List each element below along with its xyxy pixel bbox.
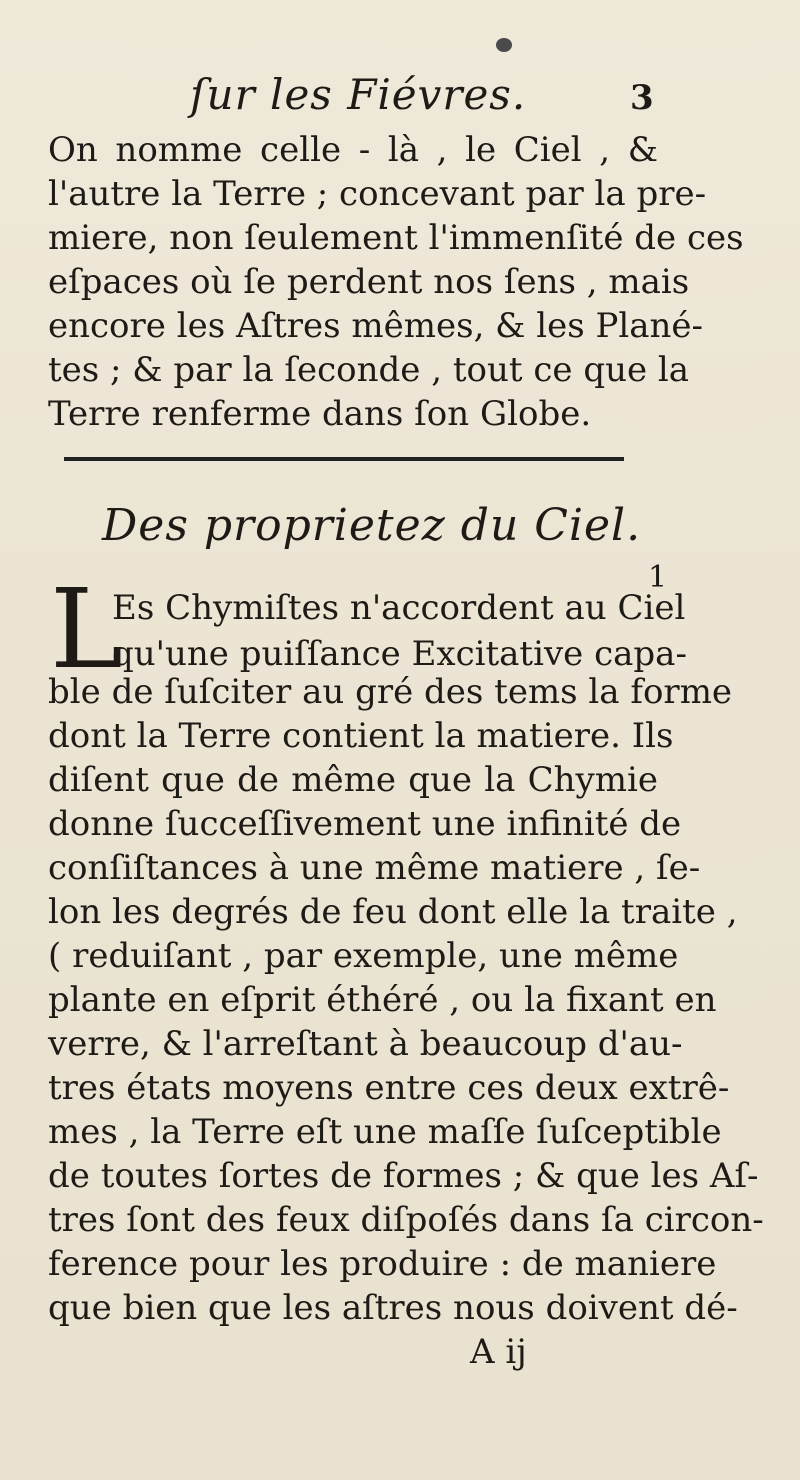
text-line: lon les degrés de feu dont elle la traite , bbox=[48, 892, 738, 932]
text-line: donne ſucceſſivement une infinité de bbox=[48, 804, 682, 844]
text-line: l'autre la Terre ; concevant par la pre- bbox=[48, 174, 707, 214]
text-line: Es Chymiſtes n'accordent au Ciel bbox=[112, 588, 686, 628]
running-head: ſur les Fiévres. bbox=[190, 70, 527, 119]
text-line: que bien que les aſtres nous doivent dé- bbox=[48, 1288, 738, 1328]
text-line: dont la Terre contient la matiere. Ils bbox=[48, 716, 674, 756]
text-line: ( reduiſant , par exemple, une même bbox=[48, 936, 679, 976]
text-line: tes ; & par la ſeconde , tout ce que la bbox=[48, 350, 690, 390]
section-rule bbox=[64, 457, 624, 461]
margin-note: 1 bbox=[648, 560, 668, 595]
text-line: ble de ſuſciter au gré des tems la forme bbox=[48, 672, 733, 712]
ornament-dot bbox=[496, 38, 512, 52]
text-line: plante en eſprit éthéré , ou la fixant en bbox=[48, 980, 717, 1020]
text-line: diſent que de même que la Chymie bbox=[48, 760, 658, 800]
text-line: tres états moyens entre ces deux extrê- bbox=[48, 1068, 730, 1108]
signature-mark: A ij bbox=[470, 1332, 527, 1372]
page-number: 3 bbox=[630, 78, 654, 118]
text-line: Terre renferme dans ſon Globe. bbox=[48, 394, 592, 434]
text-line: ference pour les produire : de maniere bbox=[48, 1244, 717, 1284]
section-title: Des proprietez du Ciel. bbox=[102, 500, 642, 551]
text-line: verre, & l'arreſtant à beaucoup d'au- bbox=[48, 1024, 683, 1064]
text-line: miere, non ſeulement l'immenſité de ces bbox=[48, 218, 744, 258]
drop-cap: L bbox=[50, 565, 124, 693]
text-line: de toutes ſortes de formes ; & que les Aſ- bbox=[48, 1156, 759, 1196]
text-line: mes , la Terre eſt une maſſe ſuſceptible bbox=[48, 1112, 722, 1152]
text-line: encore les Aſtres mêmes, & les Plané- bbox=[48, 306, 704, 346]
text-line: tres ſont des feux diſpoſés dans ſa circon- bbox=[48, 1200, 764, 1240]
text-line: eſpaces où ſe perdent nos ſens , mais bbox=[48, 262, 690, 302]
text-line: On nomme celle - là , le Ciel , & bbox=[48, 130, 658, 170]
text-line: conſiſtances à une même matiere , ſe- bbox=[48, 848, 701, 888]
text-line: qu'une puiſſance Excitative capa- bbox=[112, 634, 687, 674]
